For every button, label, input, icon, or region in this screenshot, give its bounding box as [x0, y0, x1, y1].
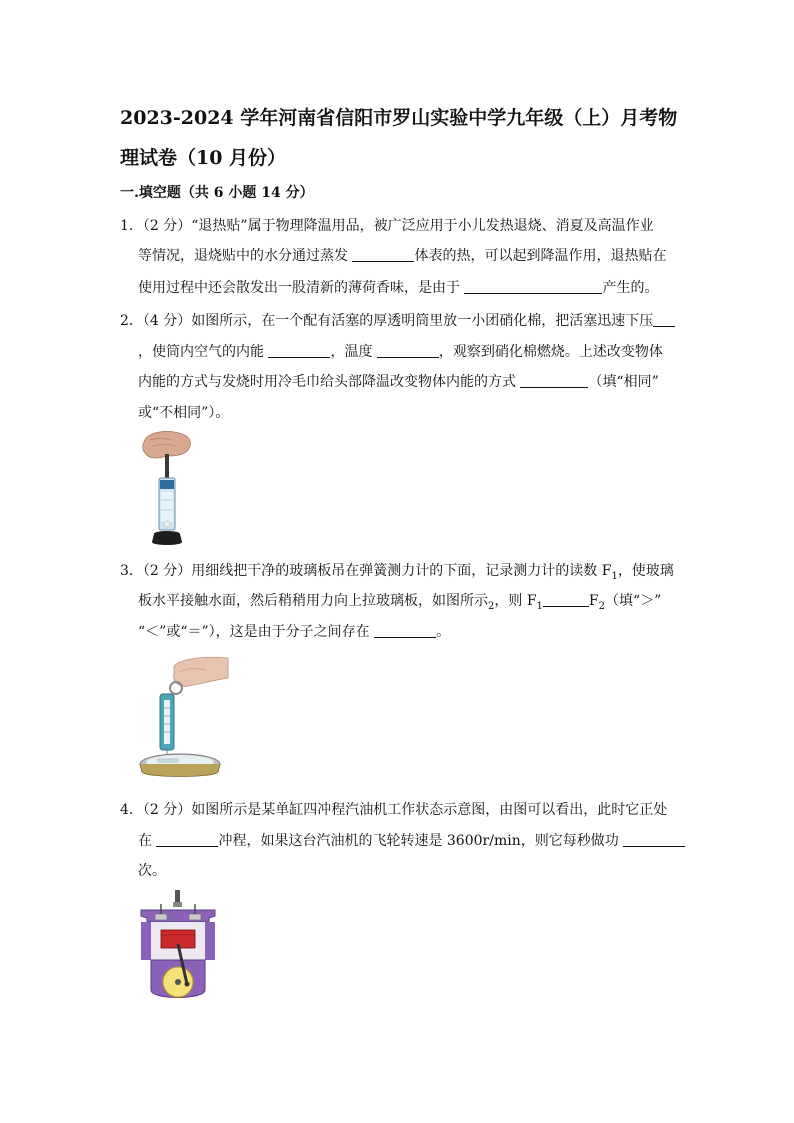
- q2-text-2c: ，观察到硝化棉燃烧。上述改变物体: [438, 344, 663, 360]
- q2-blank-1[interactable]: [268, 343, 330, 358]
- q1-line-1: 1．（2 分）“退热贴”属于物理降温用品，被广泛应用于小儿发热退烧、消夏及高温作业: [120, 218, 654, 234]
- q1-line-2: [138, 246, 666, 266]
- q3-sub-f2: 2: [598, 600, 606, 612]
- q2-text-1: 2．（4 分）如图所示，在一个配有活塞的厚透明筒里放一小团硝化棉，把活塞迅速下压: [120, 313, 654, 329]
- q2-text-3b: （填“相同”: [588, 374, 659, 390]
- q3-text-2b: ，则 F: [494, 593, 537, 609]
- q2-text-3a: 内能的方式与发烧时用冷毛巾给头部降温改变物体内能的方式: [138, 374, 521, 390]
- q4-text-2b: 冲程，如果这台汽油机的飞轮转速是 3600r/min，则它每秒做功: [218, 833, 624, 849]
- q3-text-2c: F: [588, 593, 599, 609]
- page-title-line-2: 理试卷（10 月份）: [120, 147, 287, 169]
- q3-text-1a: 3．（2 分）用细线把干净的玻璃板吊在弹簧测力计的下面，记录测力计的读数 F: [120, 563, 612, 579]
- q2-line-1: [120, 311, 675, 331]
- q1-text-2b: 体表的热，可以起到降温作用，退热贴在: [414, 248, 667, 264]
- q4-text-2a: 在: [138, 833, 157, 849]
- page-title-line-1: 2023-2024 学年河南省信阳市罗山实验中学九年级（上）月考物: [120, 107, 678, 129]
- q3-blank-1[interactable]: [543, 592, 589, 607]
- q3-blank-2[interactable]: [374, 623, 436, 638]
- q4-blank-1[interactable]: [156, 832, 218, 847]
- q2-text-2a: ，使筒内空气的内能: [138, 344, 269, 360]
- q4-blank-2[interactable]: [623, 832, 685, 847]
- q2-text-2b: ，温度: [330, 344, 377, 360]
- q1-text-3b: 产生的。: [602, 280, 659, 296]
- q4-line-1: 4．（2 分）如图所示是某单缸四冲程汽油机工作状态示意图，由图可以看出，此时它正处: [120, 802, 668, 818]
- spring-scale-figure: [136, 656, 232, 780]
- q1-blank-1[interactable]: [352, 247, 414, 262]
- q3-sub-2: 2: [488, 600, 495, 612]
- q3-text-1b: ，使玻璃: [617, 563, 674, 579]
- q3-text-2a: 板水平接触水面，然后稍稍用力向上拉玻璃板，如图所示: [138, 593, 488, 609]
- q1-line-3: [138, 278, 658, 298]
- q1-text-3a: 使用过程中还会散发出一股清新的薄荷香味，是由于: [138, 280, 465, 296]
- q3-text-3b: 。: [436, 624, 451, 640]
- q2-line-2: [138, 342, 663, 362]
- q3-text-3a: “＜”或“＝”），这是由于分子之间存在: [138, 624, 375, 640]
- q3-line-1: [120, 561, 674, 587]
- piston-cylinder-figure: [138, 430, 200, 548]
- q3-line-2: [138, 591, 661, 617]
- q3-sub-1: 1: [611, 570, 618, 582]
- q2-line-3: [138, 372, 659, 392]
- q2-blank-3[interactable]: [520, 373, 588, 388]
- q1-blank-2[interactable]: [464, 279, 602, 294]
- q3-sub-f1: 1: [536, 600, 543, 612]
- q4-line-2: [138, 831, 685, 851]
- q1-text-2a: 等情况，退烧贴中的水分通过蒸发: [138, 248, 353, 264]
- q2-blank-2[interactable]: [377, 343, 439, 358]
- section-heading: 一.填空题（共 6 小题 14 分）: [120, 185, 314, 201]
- q3-line-3: [138, 622, 450, 642]
- q2-blank-trailing[interactable]: [653, 312, 675, 327]
- q2-line-4: 或“不相同”）。: [138, 405, 230, 421]
- q3-text-2d: （填“＞”: [605, 593, 662, 609]
- q4-line-3: 次。: [138, 863, 166, 879]
- engine-diagram-figure: [137, 888, 219, 1006]
